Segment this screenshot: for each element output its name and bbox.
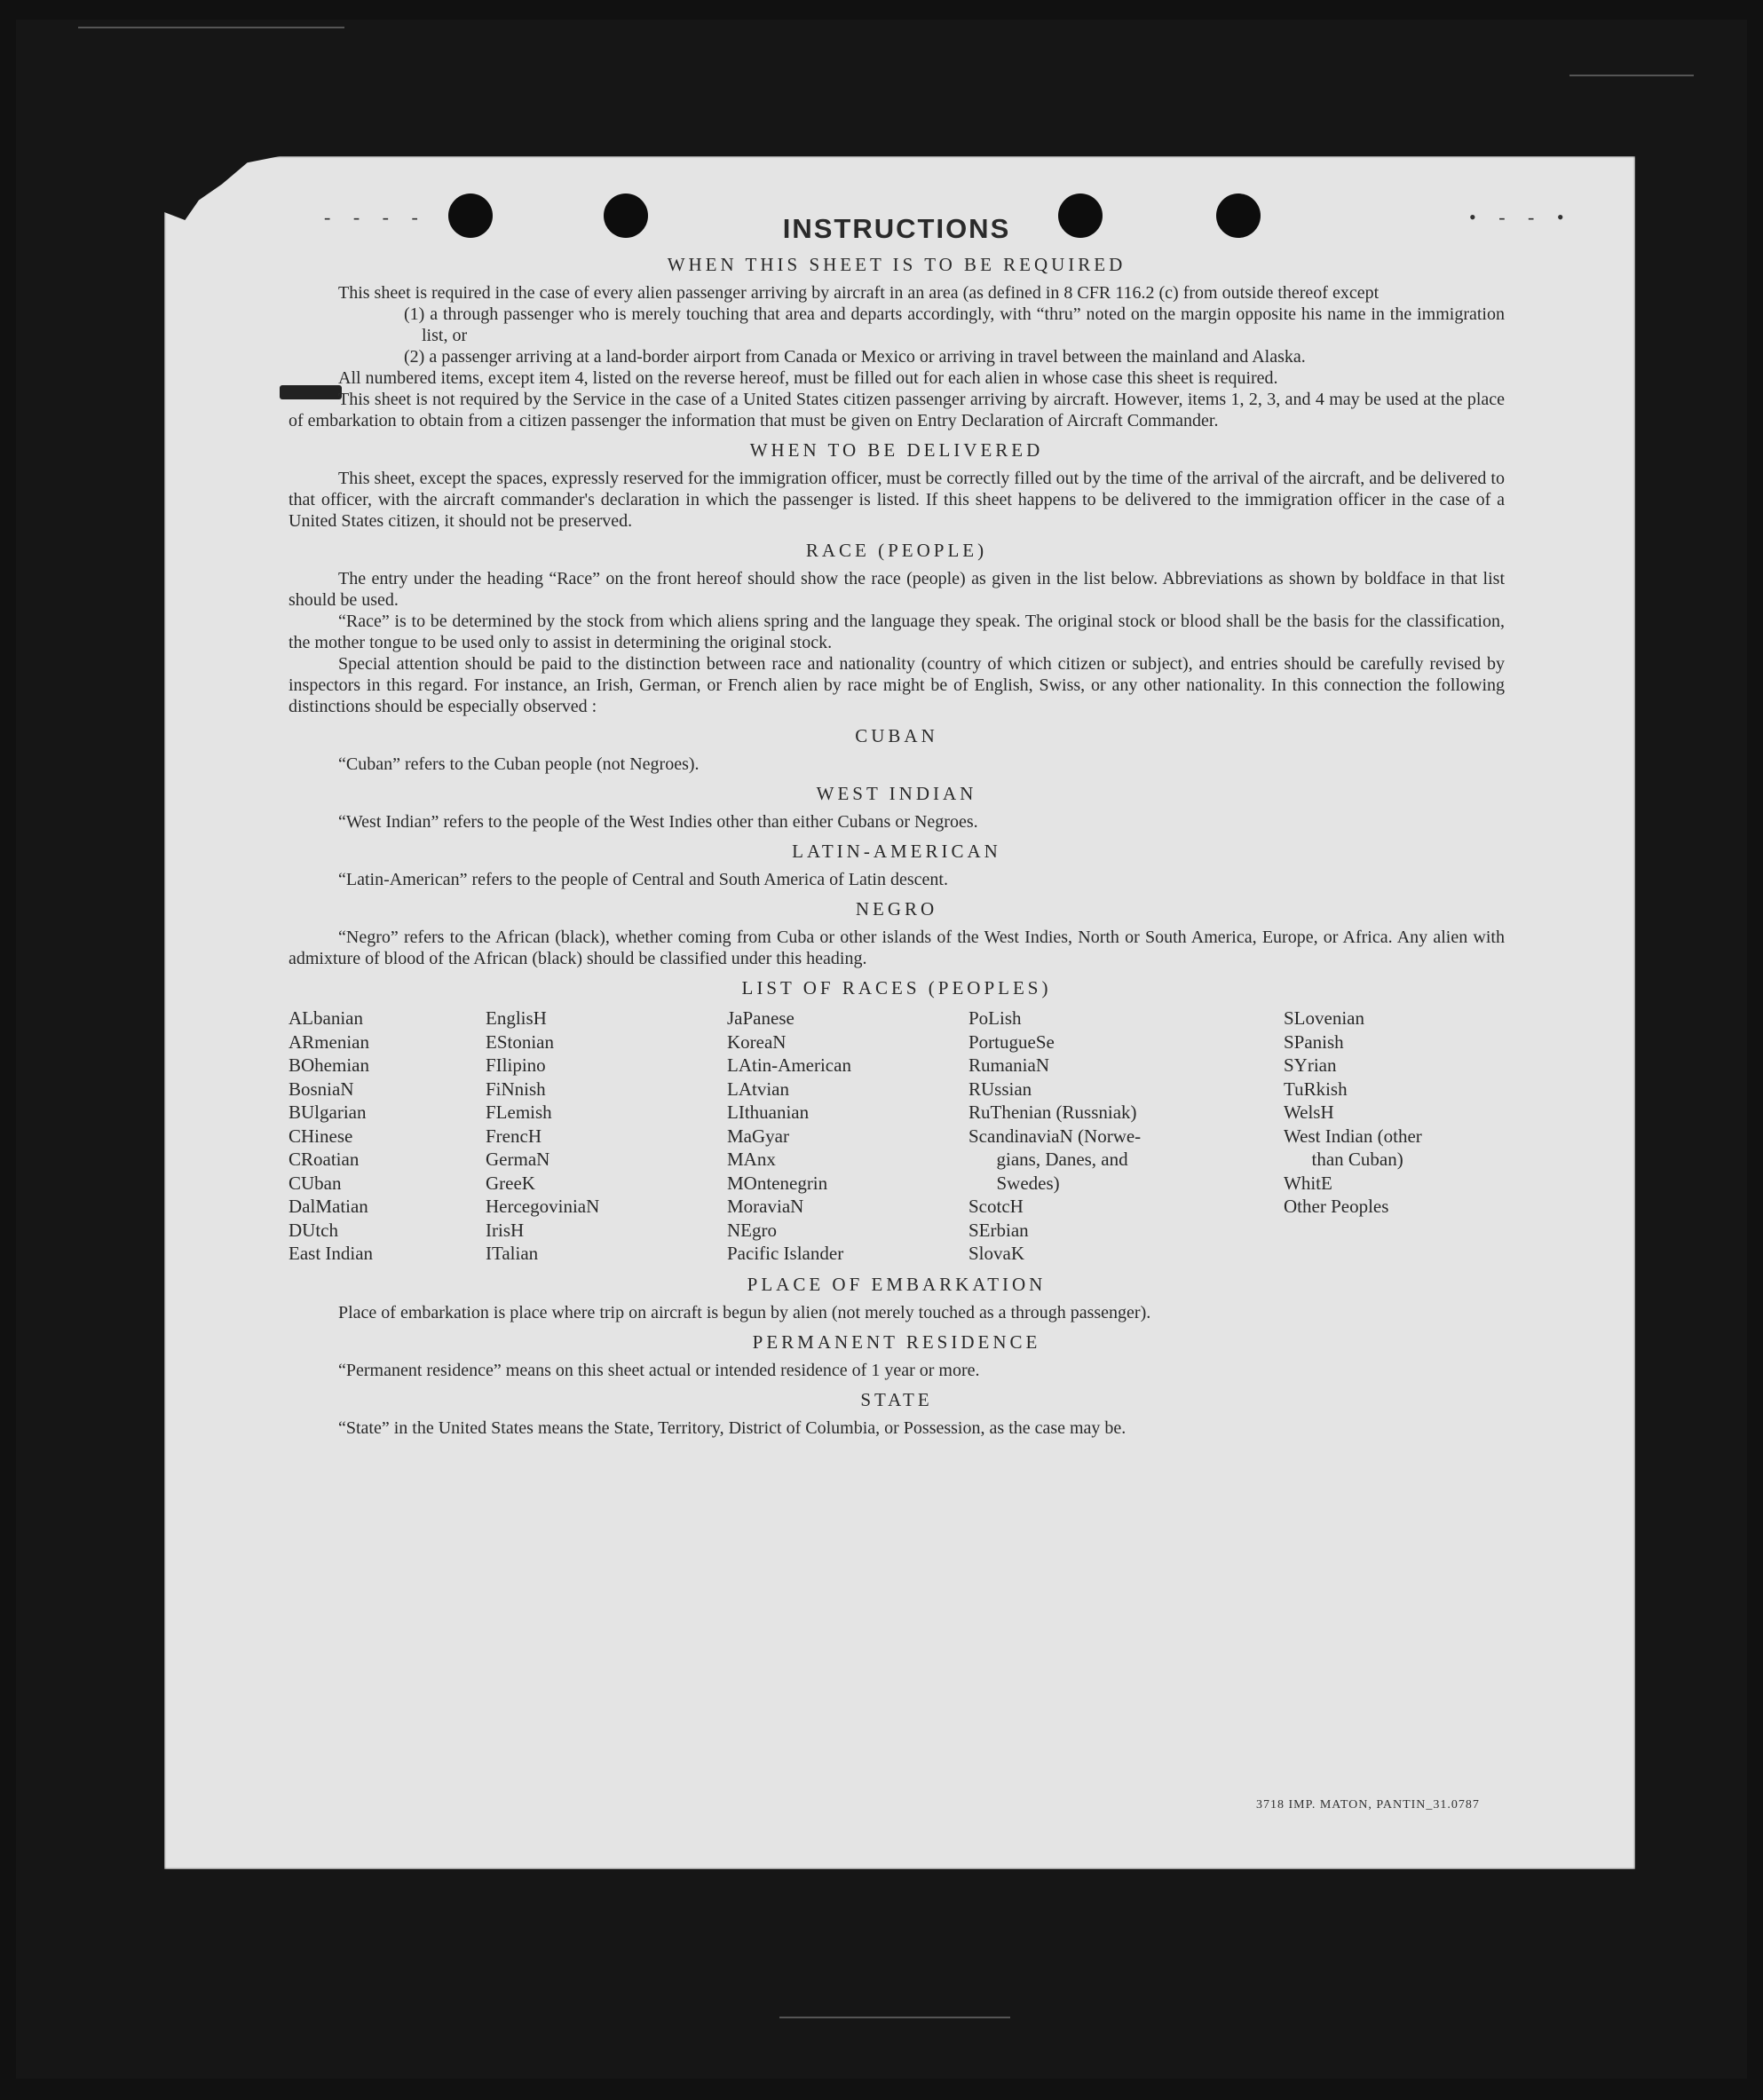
race-entry: BOhemian xyxy=(289,1054,369,1076)
section-heading: PLACE OF EMBARKATION xyxy=(747,1273,1047,1295)
races-table xyxy=(289,1007,1505,1266)
paragraph: “Race” is to be determined by the stock from which aliens spring and the language they speak. The original stock or blood shall be the basis for the classification, the mother tongue to be used only to assist in determining the original stock. xyxy=(289,612,1505,652)
races-column xyxy=(486,1007,727,1266)
race-entry: ALbanian xyxy=(289,1007,363,1029)
section-heading: RACE (PEOPLE) xyxy=(805,540,988,561)
race-entry: PortugueSe xyxy=(968,1030,1055,1053)
section-heading: WHEN TO BE DELIVERED xyxy=(749,439,1044,461)
paragraph: “Negro” refers to the African (black), whether coming from Cuba or other islands of the West Indies, North or South America, Europe, or Africa. Any alien with admixture of blood of the African (black) should be classified under this heading. xyxy=(289,928,1505,968)
race-entry: SlovaK xyxy=(968,1243,1024,1264)
paragraph: “Latin-American” refers to the people of Central and South America of Latin descent. xyxy=(338,870,948,889)
race-entry: ScotcH xyxy=(968,1196,1024,1217)
paragraph: “Permanent residence” means on this sheet actual or intended residence of 1 year or more. xyxy=(338,1360,980,1380)
instructions-body xyxy=(289,213,1505,1439)
races-column xyxy=(1284,1007,1505,1266)
paragraph: All numbered items, except item 4, listed on the reverse hereof, must be filled out for each alien in whose case this sheet is required. xyxy=(338,368,1278,388)
race-entry: MAnx xyxy=(727,1149,776,1170)
section-heading: STATE xyxy=(860,1388,933,1410)
race-entry: EnglisH xyxy=(486,1007,547,1029)
races-column xyxy=(727,1007,968,1266)
race-entry: DalMatian xyxy=(289,1196,368,1217)
race-entry: IrisH xyxy=(486,1219,525,1241)
paragraph: “West Indian” refers to the people of the West Indies other than either Cubans or Negroes. xyxy=(338,812,978,832)
dotted-mark: • - - • xyxy=(1469,206,1573,228)
paragraph: This sheet is required in the case of every alien passenger arriving by aircraft in an area (as defined in 8 CFR 116.2 (c) from outside thereof except xyxy=(338,283,1380,303)
torn-corner xyxy=(164,156,280,236)
race-entry: ARmenian xyxy=(289,1030,369,1053)
race-entry: MaGyar xyxy=(727,1125,789,1147)
list-item: (1) a through passenger who is merely touching that area and departs accordingly, with “thru” noted on the margin opposite his name in the immigration list, or xyxy=(404,304,1505,345)
race-entry: ITalian xyxy=(486,1243,539,1264)
page-title: INSTRUCTIONS xyxy=(782,213,1011,244)
section-heading: LIST OF RACES (PEOPLES) xyxy=(741,977,1052,999)
races-column xyxy=(289,1007,486,1266)
section-heading: LATIN-AMERICAN xyxy=(792,841,1001,862)
race-entry: SLovenian xyxy=(1284,1007,1364,1029)
race-entry: KoreaN xyxy=(727,1030,787,1053)
paragraph: Special attention should be paid to the distinction between race and nationality (country of which citizen or subject), and entries should be carefully revised by inspectors in this regard. For instance, an Irish, German, or French alien by race might be of English, Swiss, or any other nationality. In this connection the following distinctions should be especially observed : xyxy=(289,654,1505,716)
race-entry: SErbian xyxy=(968,1219,1029,1241)
race-entry: RumaniaN xyxy=(968,1054,1049,1076)
race-entry: MOntenegrin xyxy=(727,1172,828,1194)
paragraph: This sheet, except the spaces, expressly reserved for the immigration officer, must be correctly filled out by the time of the arrival of the aircraft, and be delivered to that officer, with the aircraft commander's declaration in which the passenger is listed. If this sheet happens to be delivered to the immigration officer in the case of a United States citizen, it should not be preserved. xyxy=(289,469,1505,531)
scan-edge-line xyxy=(78,27,344,28)
section-heading: WEST INDIAN xyxy=(816,783,977,804)
race-entry: West Indian (other xyxy=(1284,1125,1422,1147)
race-entry: BosniaN xyxy=(289,1078,354,1100)
race-entry: RuThenian (Russniak) xyxy=(968,1101,1137,1123)
section-heading: NEGRO xyxy=(855,898,938,920)
race-entry: FiNnish xyxy=(486,1078,546,1100)
race-entry: DUtch xyxy=(289,1219,338,1241)
race-entry: WhitE xyxy=(1284,1172,1332,1194)
printer-code: 3718 IMP. MATON, PANTIN_31.0787 xyxy=(1256,1798,1480,1812)
race-entry: PoLish xyxy=(968,1007,1022,1029)
race-entry: NEgro xyxy=(727,1219,777,1241)
paragraph: “Cuban” refers to the Cuban people (not Negroes). xyxy=(338,754,700,774)
race-entry: FrencH xyxy=(486,1125,542,1147)
race-entry: WelsH xyxy=(1284,1101,1334,1123)
race-entry: LIthuanian xyxy=(727,1101,810,1123)
race-entry: Pacific Islander xyxy=(727,1243,844,1264)
document-page xyxy=(164,156,1635,1869)
races-column xyxy=(968,1007,1284,1266)
race-entry: FIlipino xyxy=(486,1054,546,1076)
paragraph: Place of embarkation is place where trip on aircraft is begun by alien (not merely touched as a through passenger). xyxy=(338,1302,1151,1322)
list-item: (2) a passenger arriving at a land-border airport from Canada or Mexico or arriving in travel between the mainland and Alaska. xyxy=(404,347,1306,367)
race-entry: JaPanese xyxy=(727,1007,795,1029)
race-entry: gians, Danes, and xyxy=(968,1149,1128,1170)
paragraph: The entry under the heading “Race” on the front hereof should show the race (people) as given in the list below. Abbreviations as shown by boldface in that list should be used. xyxy=(289,569,1505,610)
race-entry: LAtvian xyxy=(727,1078,789,1100)
race-entry: RUssian xyxy=(968,1078,1032,1100)
race-entry: GermaN xyxy=(486,1149,550,1170)
section-heading: CUBAN xyxy=(855,725,938,746)
race-entry: TuRkish xyxy=(1284,1078,1348,1100)
dotted-mark: - - - - xyxy=(324,206,427,228)
race-entry: Other Peoples xyxy=(1284,1196,1389,1217)
paragraph: This sheet is not required by the Service in the case of a United States citizen passenger arriving by aircraft. However, items 1, 2, 3, and 4 may be used at the place of embarkation to obtain from a citizen passenger the information that must be given on Entry Declaration of Aircraft Commander. xyxy=(289,390,1505,430)
section-heading: PERMANENT RESIDENCE xyxy=(752,1330,1041,1353)
race-entry: East Indian xyxy=(289,1243,374,1264)
section-heading: WHEN THIS SHEET IS TO BE REQUIRED xyxy=(667,254,1127,275)
race-entry: FLemish xyxy=(486,1101,552,1123)
race-entry: CUban xyxy=(289,1172,342,1194)
race-entry: Swedes) xyxy=(968,1172,1060,1194)
race-entry: CRoatian xyxy=(289,1149,360,1170)
scan-edge-line xyxy=(1569,75,1694,76)
race-entry: BUlgarian xyxy=(289,1101,367,1123)
race-entry: GreeK xyxy=(486,1172,535,1194)
race-entry: EStonian xyxy=(486,1030,554,1053)
race-entry: LAtin-American xyxy=(727,1054,851,1076)
paragraph: “State” in the United States means the State, Territory, District of Columbia, or Possession, as the case may be. xyxy=(338,1417,1127,1438)
scan-edge-line xyxy=(779,2017,1010,2018)
race-entry: SPanish xyxy=(1284,1030,1344,1053)
race-entry: ScandinaviaN (Norwe- xyxy=(968,1125,1142,1147)
race-entry: MoraviaN xyxy=(727,1196,804,1217)
race-entry: HercegoviniaN xyxy=(486,1196,600,1217)
race-entry: CHinese xyxy=(289,1125,353,1147)
race-entry: than Cuban) xyxy=(1284,1149,1403,1170)
race-entry: SYrian xyxy=(1284,1054,1337,1076)
